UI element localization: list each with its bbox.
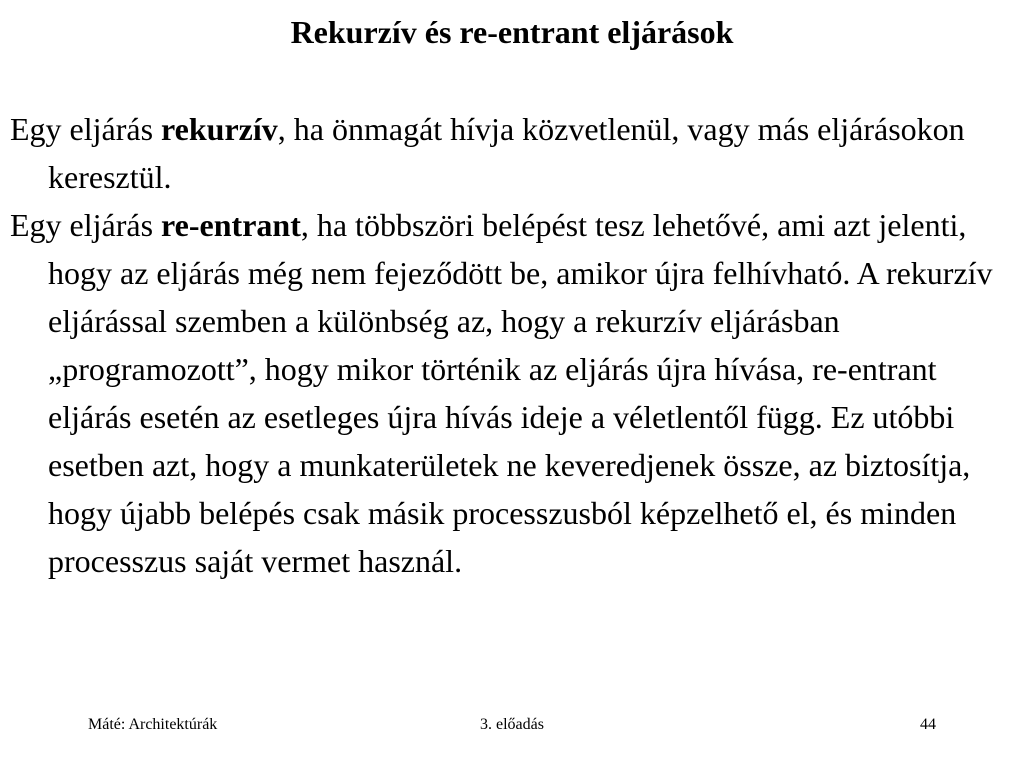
- footer-lecture: 3. előadás: [480, 716, 544, 733]
- term-reentrant: re-entrant: [161, 207, 301, 243]
- paragraph-text-before: Egy eljárás: [10, 111, 162, 147]
- paragraph-text-before: Egy eljárás: [10, 207, 162, 243]
- term-recursive: rekurzív: [161, 111, 278, 147]
- slide-title: Rekurzív és re-entrant eljárások: [290, 14, 734, 50]
- footer-page-number: 44: [920, 716, 936, 733]
- footer-author-course: Máté: Architektúrák: [88, 716, 218, 733]
- paragraph-reentrant: [10, 201, 1010, 585]
- paragraph-recursive: [10, 105, 1010, 201]
- paragraph-text-after: , ha önmagát hívja közvetlenül, vagy más eljárásokon keresztül.: [48, 111, 965, 195]
- slide-body: [10, 105, 1010, 585]
- paragraph-text-after: , ha többszöri belépést tesz lehetővé, ami azt jelenti, hogy az eljárás még nem fejeződött be, amikor újra felhívható. A rekurzív eljárással szemben a különbség az, hogy a rekurzív eljárásban „programozott”, hogy mikor történik az eljárás újra hívása, re-entrant eljárás esetén az esetleges újra hívás ideje a véletlentől függ. Ez utóbbi esetben azt, hogy a munkaterületek ne keveredjenek össze, az biztosítja, hogy újabb belépés csak másik processzusból képzelhető el, és minden processzus saját vermet használ.: [48, 207, 993, 579]
